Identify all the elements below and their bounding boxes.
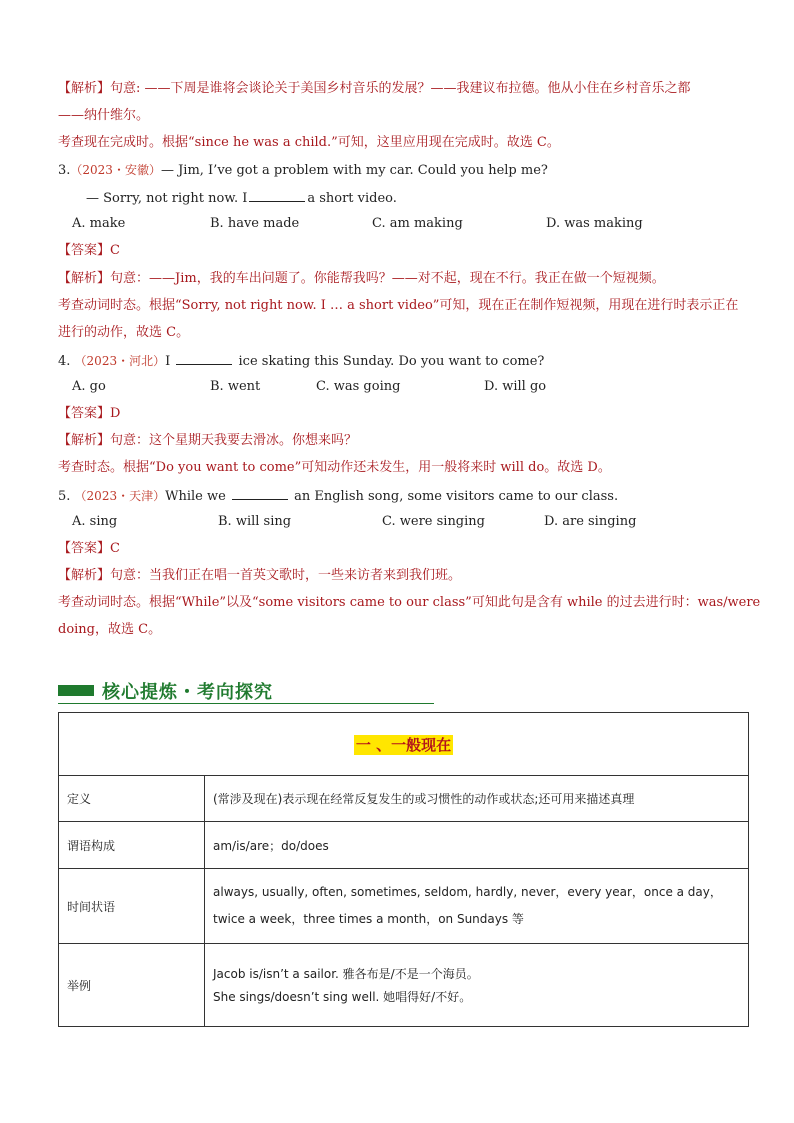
- row-label: 谓语构成: [59, 822, 205, 869]
- row-content: always, usually, often, sometimes, seldom, hardly, never，every year，once a day，twice a week，three times a month，on Sundays 等: [205, 869, 749, 944]
- table-title-row: [59, 713, 749, 776]
- q5-explain-line1: 【解析】句意：当我们正在唱一首英文歌时，一些来访者来到我们班。: [58, 568, 462, 583]
- table-row: [59, 869, 749, 944]
- q5-answer: 【答案】C: [58, 541, 120, 556]
- q3-source: （2023・安徽）: [70, 163, 161, 177]
- q5-option-c: C. were singing: [382, 514, 485, 529]
- q3-option-a: A. make: [72, 216, 126, 231]
- q2-explain-line1: 【解析】句意: ——下周是谁将会谈论关于美国乡村音乐的发展？——我建议布拉德。他从小住在乡村音乐之都: [58, 81, 691, 96]
- row-content: [205, 944, 749, 1027]
- section-heading-text: 核心提炼・考向探究: [102, 682, 273, 703]
- row-label: 时间状语: [59, 869, 205, 944]
- table-row: [59, 776, 749, 822]
- q5-stem: 5. （2023・天津）While we an English song, some visitors came to our class.: [58, 486, 618, 506]
- q4-source: （2023・河北）: [74, 354, 166, 368]
- table-title-cell: [59, 713, 749, 776]
- answer-blank: [232, 486, 288, 500]
- answer-blank: [176, 351, 232, 365]
- q2-explain-line3: 考查现在完成时。根据“since he was a child.”可知，这里应用现在完成时。故选 C。: [58, 135, 560, 150]
- q3-option-b: B. have made: [210, 216, 300, 231]
- q4-option-b: B. went: [210, 379, 261, 394]
- q3-option-c: C. am making: [372, 216, 463, 231]
- q4-explain-line1: 【解析】句意：这个星期天我要去滑冰。你想来吗？: [58, 433, 358, 448]
- explain-tag: 【解析】: [58, 81, 111, 96]
- q4-answer: 【答案】D: [58, 406, 121, 421]
- answer-blank: [249, 188, 305, 202]
- example-sentence: She sings/doesn’t sing well. 她唱得好/不好。: [213, 990, 472, 1004]
- row-content: (常涉及现在)表示现在经常反复发生的或习惯性的动作或状态;还可用来描述真理: [205, 776, 749, 822]
- q5-source: （2023・天津）: [74, 489, 166, 503]
- heading-bar-decoration: [58, 685, 94, 696]
- grammar-table: [58, 712, 749, 1027]
- q4-option-c: C. was going: [316, 379, 401, 394]
- q5-option-b: B. will sing: [218, 514, 292, 529]
- row-label: 举例: [59, 944, 205, 1027]
- q5-explain-line3: doing，故选 C。: [58, 622, 162, 637]
- q4-option-a: A. go: [72, 379, 106, 394]
- example-sentence: Jacob is/isn’t a sailor. 雅各布是/不是一个海员。: [213, 967, 479, 981]
- q5-option-a: A. sing: [72, 514, 118, 529]
- row-content: am/is/are；do/does: [205, 822, 749, 869]
- q2-explain-line2: ——纳什维尔。: [58, 108, 150, 123]
- q4-stem: 4. （2023・河北）I ice skating this Sunday. Do you want to come?: [58, 351, 544, 371]
- row-label: 定义: [59, 776, 205, 822]
- q3-explain-line1: 【解析】句意：——Jim，我的车出问题了。你能帮我吗？——对不起，现在不行。我正在做一个短视频。: [58, 271, 665, 286]
- q3-explain-line3: 进行的动作，故选 C。: [58, 325, 190, 340]
- q3-explain-line2: 考查动词时态。根据“Sorry, not right now. I … a short video”可知，现在正在制作短视频，用现在进行时表示正在: [58, 298, 739, 313]
- q3-stem-line2: — Sorry, not right now. I a short video.: [86, 188, 397, 208]
- section-heading: [58, 676, 434, 704]
- table-row: [59, 822, 749, 869]
- q5-option-d: D. are singing: [544, 514, 637, 529]
- q3-answer: 【答案】C: [58, 243, 120, 258]
- heading-underline: [58, 703, 434, 704]
- table-title: 一 、一般现在: [355, 735, 452, 754]
- q3-stem-line1: 3.（2023・安徽）— Jim, I’ve got a problem with my car. Could you help me?: [58, 163, 548, 178]
- table-row: [59, 944, 749, 1027]
- q3-option-d: D. was making: [546, 216, 643, 231]
- q5-explain-line2: 考查动词时态。根据“While”以及“some visitors came to our class”可知此句是含有 while 的过去进行时：was/were: [58, 595, 761, 610]
- q4-option-d: D. will go: [484, 379, 547, 394]
- q4-explain-line2: 考查时态。根据“Do you want to come”可知动作还未发生，用一般将来时 will do。故选 D。: [58, 460, 611, 475]
